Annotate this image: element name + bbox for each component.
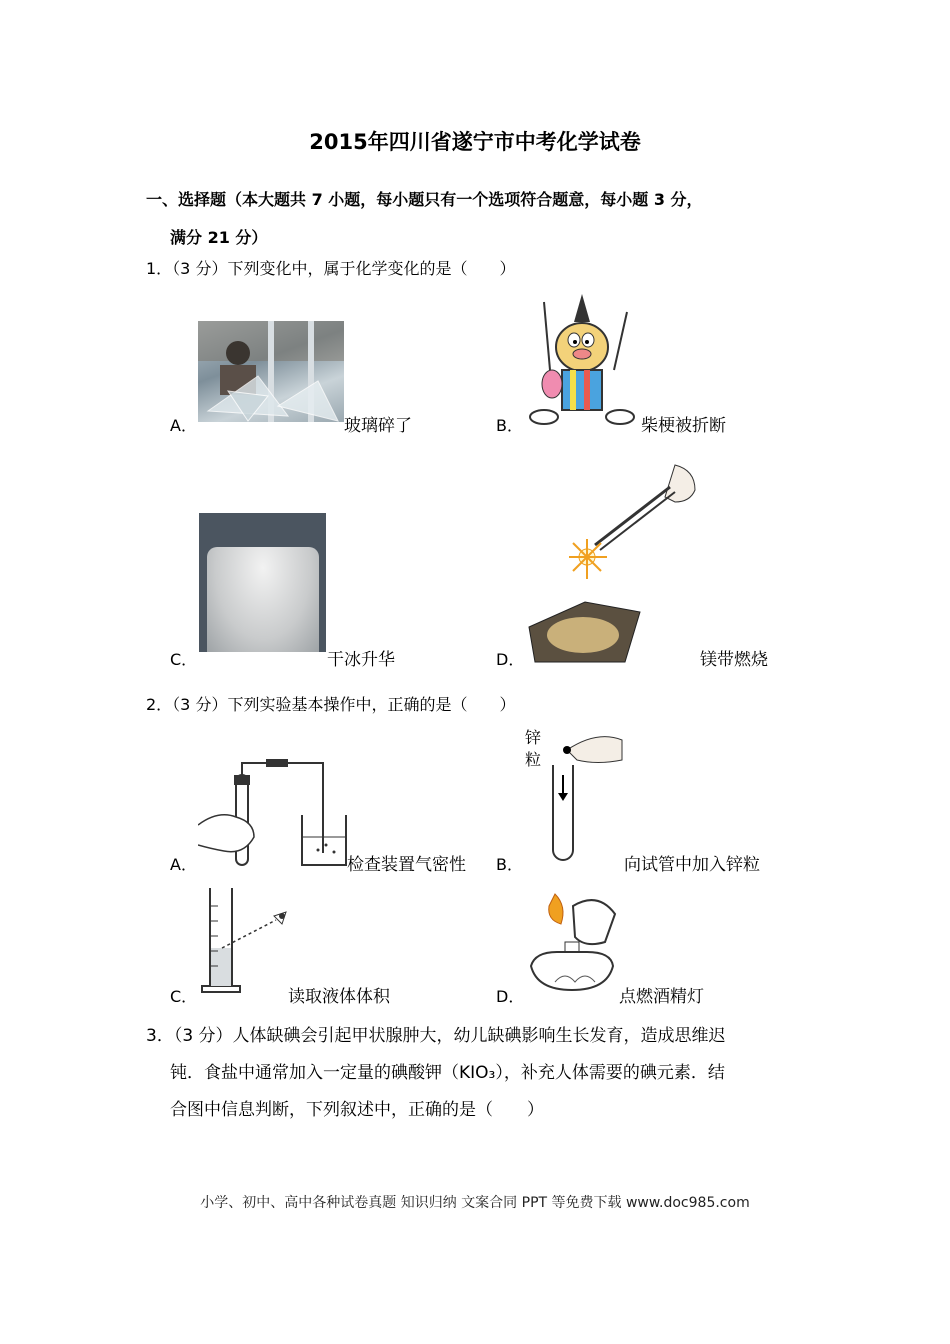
test-tube-zinc-drawing: [545, 725, 625, 865]
q1-option-b-letter: B．: [496, 416, 523, 435]
q2-option-c-caption: 读取液体体积: [288, 987, 390, 1007]
q1-option-b-caption: 柴梗被折断: [641, 416, 726, 436]
section-heading-line2: 满分 21 分）: [170, 228, 268, 247]
question-3-line2: 钝．食盐中通常加入一定量的碘酸钾（KIO₃），补充人体需要的碘元素．结: [170, 1063, 725, 1083]
q1-option-d-caption: 镁带燃烧: [700, 650, 768, 670]
airtightness-check-drawing: [198, 755, 348, 870]
q2-option-b-letter: B．: [496, 855, 523, 874]
graduated-cylinder-drawing: [198, 886, 293, 996]
q2-option-a-letter: A．: [170, 855, 197, 874]
q1-option-d-letter: D．: [496, 650, 525, 669]
q1-option-c-letter: C．: [170, 650, 198, 669]
alcohol-lamp-drawing: [525, 886, 625, 996]
question-1-text: 1．（3 分）下列变化中，属于化学变化的是（ ）: [146, 259, 516, 278]
q1-option-a-caption: 玻璃碎了: [344, 416, 412, 436]
dry-ice-photo: [199, 513, 326, 652]
magnesium-burning-drawing: [525, 457, 705, 667]
matchstick-cartoon: [522, 292, 642, 427]
section-heading: [146, 181, 826, 257]
dry-ice-cloud: [207, 547, 319, 652]
section-heading-line1: 一、选择题（本大题共 7 小题，每小题只有一个选项符合题意，每小题 3 分，: [146, 190, 703, 209]
question-3-line3: 合图中信息判断，下列叙述中，正确的是（ ）: [170, 1100, 544, 1120]
question-2-text: 2．（3 分）下列实验基本操作中，正确的是（ ）: [146, 695, 516, 714]
broken-glass-photo: [198, 321, 344, 422]
glass-shards-drawing: [198, 321, 344, 422]
q1-option-c-caption: 干冰升华: [327, 650, 395, 670]
q2-option-c-letter: C．: [170, 987, 198, 1006]
q2-option-d-letter: D．: [496, 987, 525, 1006]
page-footer: 小学、初中、高中各种试卷真题 知识归纳 文案合同 PPT 等免费下载 www.doc985.com: [200, 1195, 750, 1211]
question-3-line1: 3．（3 分）人体缺碘会引起甲状腺肿大，幼儿缺碘影响生长发育，造成思维迟: [146, 1026, 726, 1046]
page-title: 2015年四川省遂宁市中考化学试卷: [309, 130, 641, 154]
q1-option-a-letter: A．: [170, 416, 197, 435]
q2-option-d-caption: 点燃酒精灯: [619, 987, 704, 1007]
q2-option-a-caption: 检查装置气密性: [347, 855, 466, 875]
zinc-label: 锌粒: [525, 728, 542, 769]
q2-option-b-caption: 向试管中加入锌粒: [624, 855, 760, 875]
